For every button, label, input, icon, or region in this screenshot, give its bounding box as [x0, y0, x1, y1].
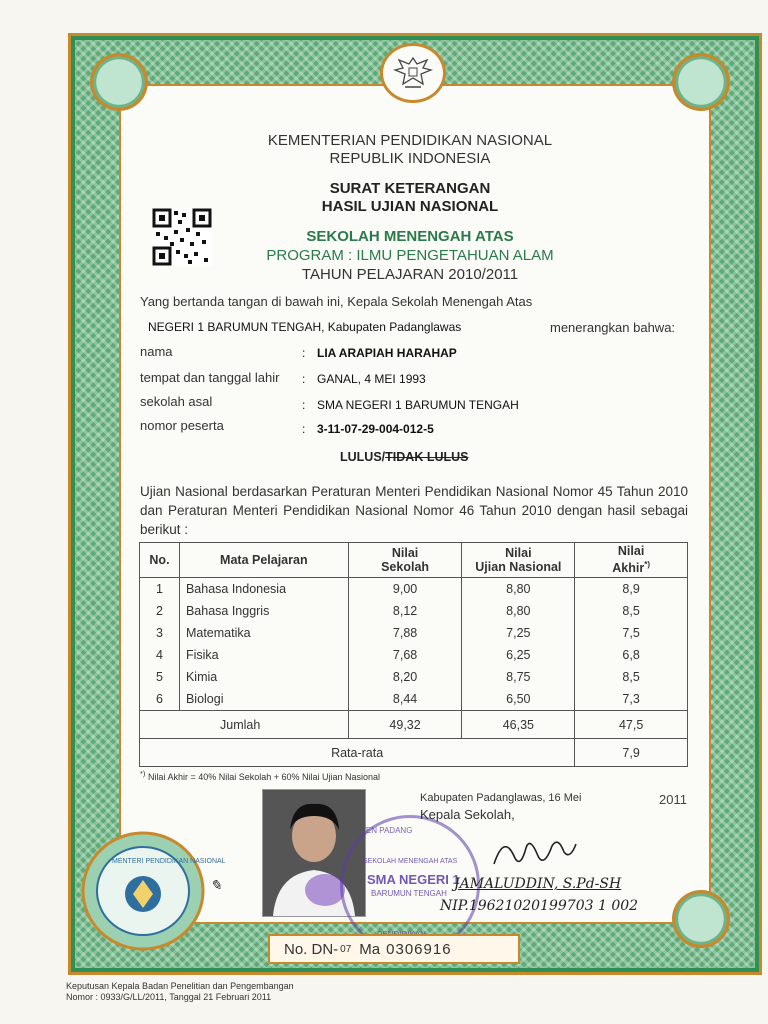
program-name: PROGRAM : ILMU PENGETAHUAN ALAM — [266, 247, 554, 264]
field-label-birth: tempat dan tanggal lahir — [140, 370, 280, 385]
field-label-origin-school: sekolah asal — [140, 394, 213, 409]
table-row — [140, 688, 688, 711]
row-school-score: 8,20 — [348, 666, 462, 688]
col-header-national-score: Nilai Ujian Nasional — [462, 543, 575, 578]
row-national-score: 6,25 — [462, 644, 575, 666]
signer-name: JAMALUDDIN, S.Pd-SH — [454, 876, 622, 892]
row-final-score: 6,8 — [575, 644, 688, 666]
ministry-name: KEMENTERIAN PENDIDIKAN NASIONAL — [267, 132, 553, 149]
result-separator: / — [381, 450, 386, 464]
row-final-score: 7,5 — [575, 622, 688, 644]
table-row — [140, 578, 688, 601]
principal-signature — [490, 826, 580, 876]
row-final-score: 8,5 — [575, 666, 688, 688]
row-subject: Bahasa Indonesia — [179, 578, 348, 601]
row-subject: Fisika — [179, 644, 348, 666]
footnote: *) Nilai Akhir = 40% Nilai Sekolah + 60% Nilai Ujian Nasional — [140, 769, 381, 782]
result-passed: LULUS — [340, 450, 382, 464]
document-title-line1: SURAT KETERANGAN — [329, 180, 491, 197]
total-national: 46,35 — [462, 711, 575, 739]
serial-series: Ma — [359, 940, 381, 958]
col-header-no: No. — [140, 543, 180, 578]
row-subject: Bahasa Inggris — [179, 600, 348, 622]
declares-text: menerangkan bahwa: — [550, 320, 676, 335]
row-final-score: 8,5 — [575, 600, 688, 622]
row-school-score: 8,44 — [348, 688, 462, 711]
row-number: 6 — [140, 688, 180, 711]
colon: : — [302, 422, 306, 436]
average-label: Rata-rata — [140, 739, 575, 767]
table-row — [140, 666, 688, 688]
row-school-score: 9,00 — [348, 578, 462, 601]
colon: : — [302, 372, 306, 386]
school-year: TAHUN PELAJARAN 2010/2011 — [301, 266, 519, 283]
average-row — [140, 739, 688, 767]
seal-text: MENTERI PENDIDIKAN NASIONAL — [112, 858, 226, 865]
school-name: NEGERI 1 BARUMUN TENGAH, Kabupaten Padanglawas — [148, 320, 462, 334]
decree-note-line2: Nomor : 0933/G/LL/2011, Tanggal 21 Februari 2011 — [66, 992, 272, 1002]
corner-ornament-bottom-right — [672, 890, 730, 948]
ministry-seal — [78, 828, 226, 954]
intro-line: Yang bertanda tangan di bawah ini, Kepala Sekolah Menengah Atas — [140, 294, 533, 309]
row-school-score: 7,88 — [348, 622, 462, 644]
row-number: 1 — [140, 578, 180, 601]
serial-number-box — [268, 934, 520, 964]
row-number: 5 — [140, 666, 180, 688]
field-value-origin-school: SMA NEGERI 1 BARUMUN TENGAH — [317, 398, 519, 412]
document-title-line2: HASIL UJIAN NASIONAL — [321, 198, 499, 215]
signature-scribble-left: ✎ — [210, 878, 222, 894]
col-header-subject: Mata Pelajaran — [179, 543, 348, 578]
corner-ornament-top-left — [90, 53, 148, 111]
field-value-name: LIA ARAPIAH HARAHAP — [317, 346, 457, 360]
row-number: 4 — [140, 644, 180, 666]
decree-note-line1: Keputusan Kepala Badan Penelitian dan Pengembangan — [66, 981, 294, 991]
corner-ornament-top-right — [672, 53, 730, 111]
table-row — [140, 644, 688, 666]
row-school-score: 8,12 — [348, 600, 462, 622]
row-final-score: 7,3 — [575, 688, 688, 711]
republic-name: REPUBLIK INDONESIA — [329, 150, 491, 167]
col-header-school-score: Nilai Sekolah — [348, 543, 462, 578]
row-national-score: 8,80 — [462, 578, 575, 601]
table-row — [140, 622, 688, 644]
serial-code: 07 — [340, 943, 352, 955]
row-national-score: 6,50 — [462, 688, 575, 711]
signing-year: 2011 — [659, 792, 687, 807]
field-value-birth: GANAL, 4 MEI 1993 — [317, 372, 426, 386]
field-label-participant-number: nomor peserta — [140, 418, 224, 433]
row-national-score: 7,25 — [462, 622, 575, 644]
school-level: SEKOLAH MENENGAH ATAS — [306, 228, 514, 245]
row-national-score: 8,80 — [462, 600, 575, 622]
colon: : — [302, 346, 306, 360]
row-subject: Kimia — [179, 666, 348, 688]
total-final: 47,5 — [575, 711, 688, 739]
row-number: 2 — [140, 600, 180, 622]
school-stamp: TEN PADANG SEKOLAH MENENGAH ATAS SMA NEGERI 1 BARUMUN TENGAH — [340, 815, 480, 955]
table-header-row — [140, 543, 688, 578]
total-label: Jumlah — [140, 711, 349, 739]
field-value-participant-number: 3-11-07-29-004-012-5 — [317, 422, 434, 436]
total-school: 49,32 — [348, 711, 462, 739]
row-final-score: 8,9 — [575, 578, 688, 601]
garuda-emblem-icon — [380, 43, 446, 103]
signer-nip: NIP.19621020199703 1 002 — [440, 898, 639, 914]
colon: : — [302, 398, 306, 412]
serial-prefix: No. DN- — [284, 940, 339, 958]
col-header-final-score: Nilai Akhir*) — [575, 543, 688, 578]
exam-result — [340, 450, 468, 464]
row-school-score: 7,68 — [348, 644, 462, 666]
result-not-passed: TIDAK LULUS — [385, 450, 469, 464]
row-subject: Biologi — [179, 688, 348, 711]
total-row — [140, 711, 688, 739]
field-label-name: nama — [140, 344, 173, 359]
signing-place-date: Kabupaten Padanglawas, 16 Mei — [420, 792, 582, 804]
row-national-score: 8,75 — [462, 666, 575, 688]
row-number: 3 — [140, 622, 180, 644]
serial-number: 0306916 — [386, 940, 452, 958]
signer-role: Kepala Sekolah, — [420, 807, 515, 822]
table-row — [140, 600, 688, 622]
average-final: 7,9 — [575, 739, 688, 767]
row-subject: Matematika — [179, 622, 348, 644]
basis-paragraph: Ujian Nasional berdasarkan Peraturan Menteri Pendidikan Nasional Nomor 45 Tahun 2010 dan Peraturan Menteri Pendidikan Nasional Nomor 46 Tahun 2010 dengan hasil sebagai berikut : — [140, 484, 688, 537]
grades-table — [139, 542, 688, 767]
